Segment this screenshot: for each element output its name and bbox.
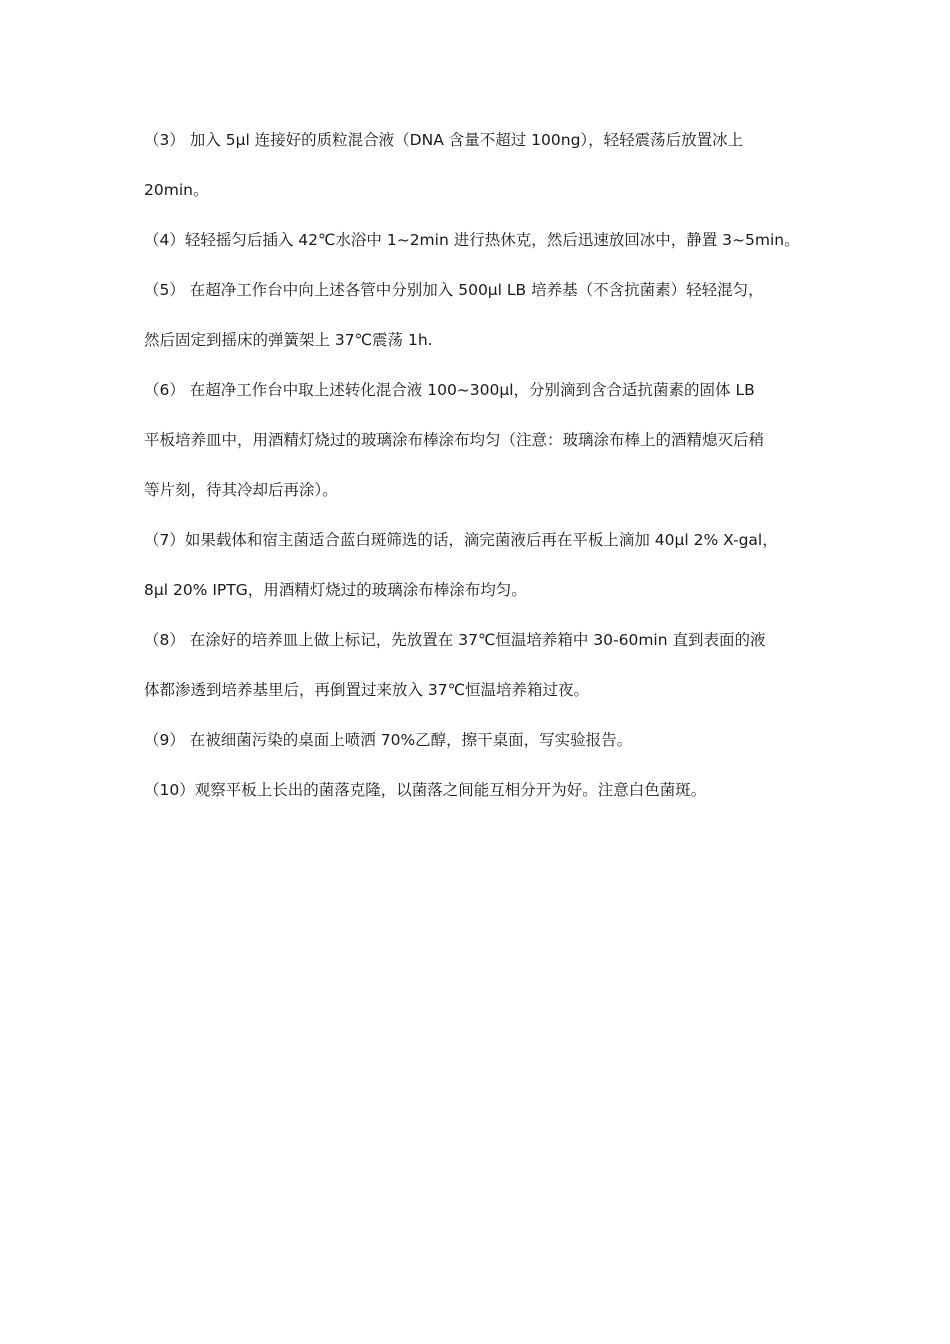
step-3-line-2: 20min。 bbox=[144, 181, 209, 199]
step-6-line-3: 等片刻，待其冷却后再涂）。 bbox=[144, 481, 338, 499]
step-5-line-2: 然后固定到摇床的弹簧架上 37℃震荡 1h. bbox=[144, 331, 433, 349]
step-8-line-1: （8） 在涂好的培养皿上做上标记，先放置在 37℃恒温培养箱中 30-60min 直到表面的液 bbox=[144, 631, 766, 649]
step-4-line-1: （4）轻轻摇匀后插入 42℃水浴中 1~2min 进行热休克，然后迅速放回冰中，静置 3~5min。 bbox=[144, 231, 800, 249]
step-9-line-1: （9） 在被细菌污染的桌面上喷洒 70%乙醇，擦干桌面，写实验报告。 bbox=[144, 731, 633, 749]
step-10-line-1: （10）观察平板上长出的菌落克隆，以菌落之间能互相分开为好。注意白色菌斑。 bbox=[144, 781, 707, 799]
step-7-line-2: 8μl 20% IPTG，用酒精灯烧过的玻璃涂布棒涂布均匀。 bbox=[144, 581, 527, 599]
step-5-line-1: （5） 在超净工作台中向上述各管中分别加入 500μl LB 培养基（不含抗菌素）轻轻混匀， bbox=[144, 281, 764, 299]
step-3-line-1: （3） 加入 5μl 连接好的质粒混合液（DNA 含量不超过 100ng），轻轻震荡后放置冰上 bbox=[144, 131, 744, 149]
step-8-line-2: 体都渗透到培养基里后，再倒置过来放入 37℃恒温培养箱过夜。 bbox=[144, 681, 590, 699]
step-6-line-2: 平板培养皿中，用酒精灯烧过的玻璃涂布棒涂布均匀（注意：玻璃涂布棒上的酒精熄灭后稍 bbox=[144, 431, 765, 449]
step-6-line-1: （6） 在超净工作台中取上述转化混合液 100~300μl，分别滴到含合适抗菌素的固体 LB bbox=[144, 381, 755, 399]
step-7-line-1: （7）如果载体和宿主菌适合蓝白斑筛选的话，滴完菌液后再在平板上滴加 40μl 2% X-gal， bbox=[144, 531, 778, 549]
